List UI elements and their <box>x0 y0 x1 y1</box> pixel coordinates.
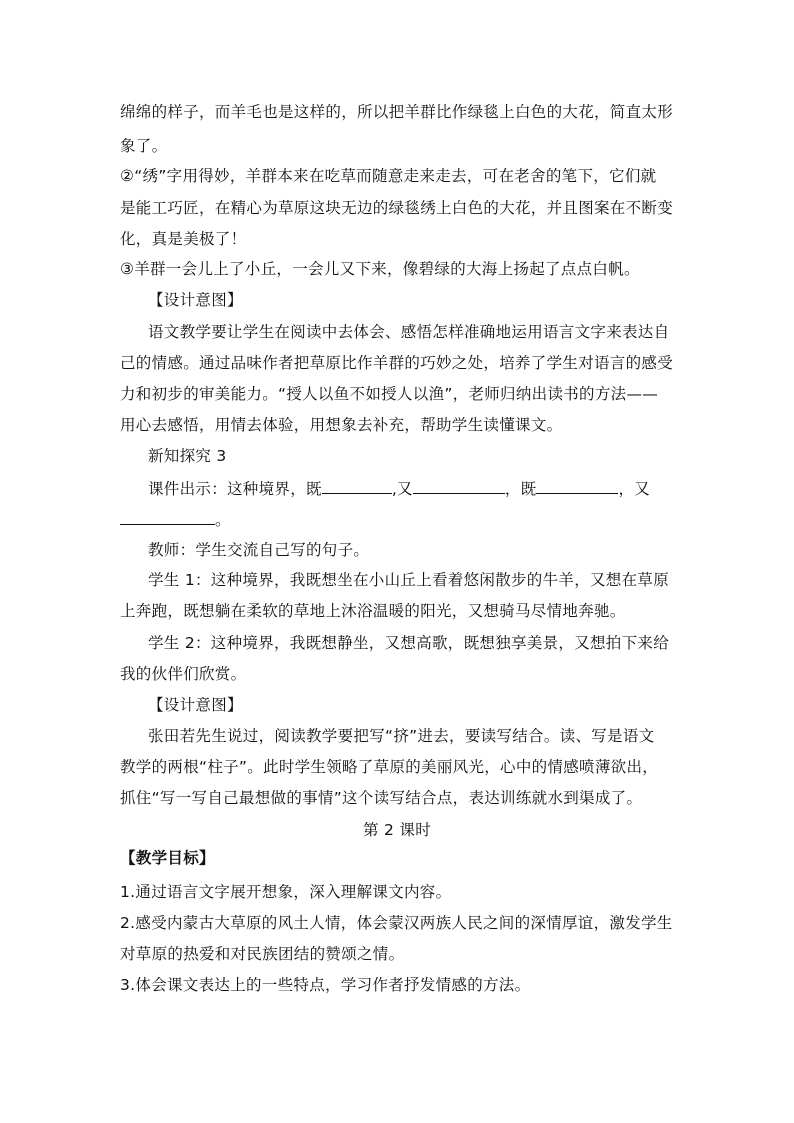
paragraph-line: 张田若先生说过，阅读教学要把写“挤”进去，要读写结合。读、写是语文 <box>148 727 655 745</box>
blank-line <box>536 477 618 494</box>
paragraph-line: 用心去感悟，用情去体验，用想象去补充，帮助学生读懂课文。 <box>120 416 563 434</box>
paragraph-line: 学生 2：这种境界，我既想静坐，又想高歌，既想独享美景，又想拍下来给 <box>148 634 669 652</box>
paragraph-line: 抓住“写一写自己最想做的事情”这个读写结合点，表达训练就水到渠成了。 <box>120 789 643 807</box>
paragraph-line: 学生 1：这种境界，我既想坐在小山丘上看着悠闲散步的牛羊，又想在草原 <box>148 571 669 589</box>
list-item: 1.通过语言文字展开想象，深入理解课文内容。 <box>120 883 452 901</box>
lesson-title: 第 2 课时 <box>362 821 432 839</box>
section-heading: 【教学目标】 <box>120 849 215 867</box>
prompt-text: 。 <box>215 511 231 529</box>
paragraph-line: 绵绵的样子，而羊毛也是这样的，所以把羊群比作绿毯上白色的大花，简直太形 <box>120 103 674 121</box>
paragraph-line: 上奔跑，既想躺在柔软的草地上沐浴温暖的阳光，又想骑马尽情地奔驰。 <box>120 602 626 620</box>
paragraph-line: 教师：学生交流自己写的句子。 <box>148 541 370 559</box>
fill-in-prompt <box>148 477 650 499</box>
blank-line <box>413 477 505 494</box>
section-heading: 【设计意图】 <box>148 696 243 714</box>
prompt-text: ，又 <box>618 480 651 498</box>
section-heading: 【设计意图】 <box>148 291 243 309</box>
list-item: 2.感受内蒙古大草原的风土人情，体会蒙汉两族人民之间的深情厚谊，激发学生 <box>120 914 673 932</box>
fill-in-prompt-cont <box>120 508 231 530</box>
blank-line <box>120 508 215 525</box>
prompt-text: 课件出示：这种境界，既 <box>148 480 322 498</box>
paragraph-line: ③羊群一会儿上了小丘，一会儿又下来，像碧绿的大海上扬起了点点白帆。 <box>120 260 640 278</box>
prompt-text: ，既 <box>504 480 537 498</box>
paragraph-line: 是能工巧匠，在精心为草原这块无边的绿毯绣上白色的大花，并且图案在不断变 <box>120 199 674 217</box>
paragraph-line: 语文教学要让学生在阅读中去体会、感悟怎样准确地运用语言文字来表达自 <box>148 323 670 341</box>
paragraph-line: 象了。 <box>120 137 168 155</box>
section-heading: 新知探究 3 <box>148 447 227 465</box>
paragraph-line: 化，真是美极了！ <box>120 230 247 248</box>
list-item: 3.体会课文表达上的一些特点，学习作者抒发情感的方法。 <box>120 976 531 994</box>
list-item-cont: 对草原的热爱和对民族团结的赞颂之情。 <box>120 945 405 963</box>
paragraph-line: 我的伙伴们欣赏。 <box>120 665 247 683</box>
prompt-text: ,又 <box>391 480 413 498</box>
paragraph-line: 教学的两根“柱子”。此时学生领略了草原的美丽风光，心中的情感喷薄欲出， <box>120 758 659 776</box>
paragraph-line: ②“绣”字用得妙，羊群本来在吃草而随意走来走去，可在老舍的笔下，它们就 <box>120 167 657 185</box>
paragraph-line: 己的情感。通过品味作者把草原比作羊群的巧妙之处，培养了学生对语言的感受 <box>120 354 674 372</box>
blank-line <box>322 477 392 494</box>
paragraph-line: 力和初步的审美能力。“授人以鱼不如授人以渔”，老师归纳出读书的方法—— <box>120 385 659 403</box>
